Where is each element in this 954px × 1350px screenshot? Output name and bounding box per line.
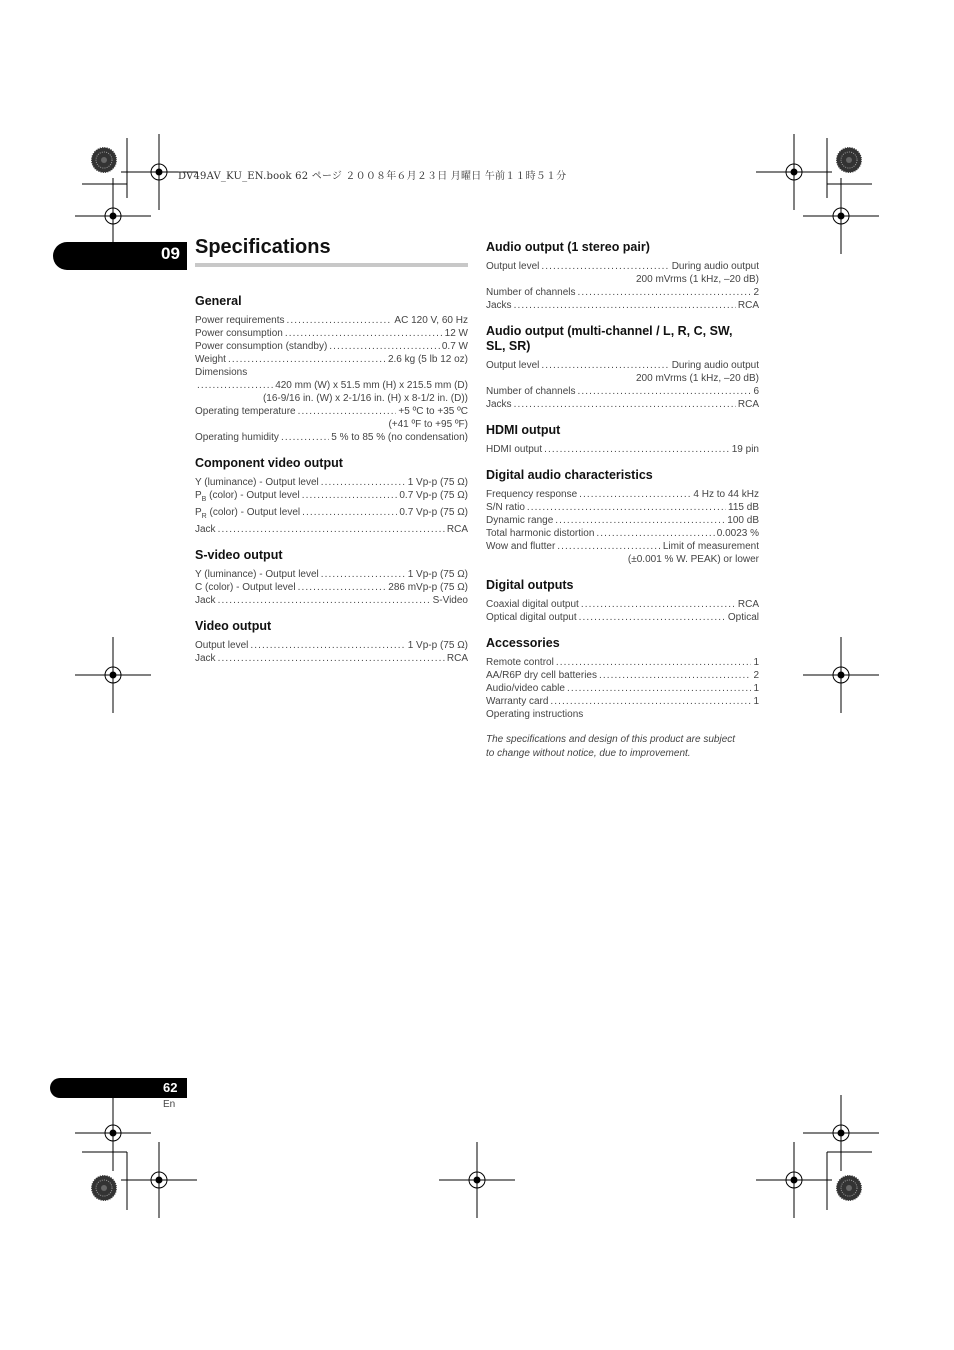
spec-row	[195, 523, 468, 536]
section-heading: General	[195, 294, 242, 308]
accessories-section	[486, 636, 759, 721]
heading-line-1: Audio output (multi-channel / L, R, C, SW,	[486, 324, 733, 338]
section-heading: Component video output	[195, 456, 343, 470]
page-number: 62	[163, 1080, 178, 1095]
spec-value: +5 ºC to +35 ºC	[398, 406, 468, 417]
s-video-section	[195, 548, 468, 607]
spec-value: 1 Vp-p (75 Ω)	[407, 477, 468, 488]
spec-label: Operating humidity	[195, 432, 279, 443]
video-output-section	[195, 619, 468, 665]
spec-value: 0.7 Vp-p (75 Ω)	[399, 507, 468, 518]
pr-subscript: R	[201, 513, 207, 520]
spec-row	[486, 669, 759, 682]
spec-row	[486, 514, 759, 527]
spec-label: Wow and flutter	[486, 541, 556, 552]
spec-row	[195, 652, 468, 665]
disclaimer-note	[486, 733, 759, 761]
spec-label: Total harmonic distortion	[486, 528, 595, 539]
spec-value: 0.7 Vp-p (75 Ω)	[399, 490, 468, 501]
spec-row	[195, 594, 468, 607]
section-heading: Audio output (1 stereo pair)	[486, 240, 650, 254]
spec-label: Power requirements	[195, 315, 285, 326]
spec-label: Audio/video cable	[486, 683, 565, 694]
spec-value-continued: (16-9/16 in. (W) x 2-1/16 in. (H) x 8-1/2 in. (D))	[262, 393, 468, 404]
spec-row	[486, 540, 759, 553]
spec-value: RCA	[737, 599, 759, 610]
spec-value: 1 Vp-p (75 Ω)	[407, 640, 468, 651]
spec-value: 12 W	[444, 328, 468, 339]
spec-row	[486, 488, 759, 501]
spec-label	[195, 506, 300, 523]
spec-value: RCA	[737, 300, 759, 311]
spec-label: Y (luminance) - Output level	[195, 477, 319, 488]
pr-label: (color) - Output level	[206, 507, 301, 518]
spec-value: 0.7 W	[441, 341, 468, 352]
spec-value-continued: 200 mVrms (1 kHz, –20 dB)	[635, 373, 759, 384]
spec-row	[486, 501, 759, 514]
spec-label: S/N ratio	[486, 502, 525, 513]
spec-label: Jack	[195, 595, 216, 606]
spec-row	[195, 340, 468, 353]
spec-value: 100 dB	[727, 515, 759, 526]
spec-label: Y (luminance) - Output level	[195, 569, 319, 580]
spec-value: 1	[753, 696, 759, 707]
heading-line-2: SL, SR)	[486, 339, 531, 353]
spec-row	[195, 506, 468, 523]
spec-label: Number of channels	[486, 386, 576, 397]
spec-label: C (color) - Output level	[195, 582, 296, 593]
spec-label: HDMI output	[486, 444, 543, 455]
general-section	[195, 294, 468, 444]
spec-row	[195, 639, 468, 652]
spec-label: Remote control	[486, 657, 554, 668]
spec-label: Coaxial digital output	[486, 599, 579, 610]
spec-value: Limit of measurement	[662, 541, 759, 552]
spec-value: 2.6 kg (5 lb 12 oz)	[387, 354, 468, 365]
spec-row	[486, 398, 759, 411]
section-heading: Digital outputs	[486, 578, 574, 592]
spec-value: Optical	[727, 612, 759, 623]
spec-row	[486, 286, 759, 299]
spec-row	[195, 476, 468, 489]
pb-label: (color) - Output level	[206, 490, 300, 501]
left-column	[195, 294, 468, 677]
spec-label: Operating temperature	[195, 406, 296, 417]
spec-row	[195, 431, 468, 444]
pr-letter: P	[195, 507, 202, 518]
spec-row	[195, 379, 468, 392]
spec-row	[486, 443, 759, 456]
page-title: Specifications	[195, 236, 331, 258]
spec-row	[486, 527, 759, 540]
print-header: DV49AV_KU_EN.book 62 ページ ２００８年６月２３日 月曜日 午前１１時５１分	[178, 171, 567, 182]
spec-label: Jack	[195, 653, 216, 664]
spec-row	[195, 314, 468, 327]
spec-value: RCA	[446, 524, 468, 535]
pb-subscript: B	[201, 496, 207, 503]
section-heading: Digital audio characteristics	[486, 468, 653, 482]
note-line-1: The specifications and design of this product are subject	[486, 734, 736, 745]
right-column	[486, 240, 759, 761]
pb-letter: P	[195, 490, 202, 501]
spec-value: RCA	[446, 653, 468, 664]
spec-label: Jacks	[486, 300, 512, 311]
section-heading: S-video output	[195, 548, 283, 562]
spec-label: Power consumption	[195, 328, 283, 339]
spec-label: Optical digital output	[486, 612, 577, 623]
spec-label: Power consumption (standby)	[195, 341, 328, 352]
spec-label	[195, 489, 300, 506]
spec-row	[486, 359, 759, 372]
spec-label: Dynamic range	[486, 515, 554, 526]
spec-value: During audio output	[671, 261, 759, 272]
spec-label: Frequency response	[486, 489, 578, 500]
spec-value: 19 pin	[731, 444, 759, 455]
spec-value: 1	[753, 683, 759, 694]
audio-stereo-section	[486, 240, 759, 312]
spec-row	[486, 385, 759, 398]
spec-value: 6	[753, 386, 759, 397]
spec-row	[486, 695, 759, 708]
spec-row	[486, 299, 759, 312]
spec-value: RCA	[737, 399, 759, 410]
hdmi-output-section	[486, 423, 759, 456]
spec-label: Dimensions	[195, 367, 248, 378]
section-heading: Accessories	[486, 636, 560, 650]
spec-label: Warranty card	[486, 696, 549, 707]
spec-label: Weight	[195, 354, 226, 365]
spec-row	[195, 581, 468, 594]
spec-label: Jack	[195, 524, 216, 535]
audio-multichannel-section	[486, 324, 759, 411]
spec-value-continued: (±0.001 % W. PEAK) or lower	[627, 554, 759, 565]
spec-row	[195, 405, 468, 418]
section-heading: Video output	[195, 619, 272, 633]
spec-value: 1	[753, 657, 759, 668]
spec-value: 2	[753, 670, 759, 681]
chapter-number: 09	[161, 244, 180, 263]
spec-value: 286 mVp-p (75 Ω)	[388, 582, 468, 593]
spec-value: 5 % to 85 % (no condensation)	[331, 432, 468, 443]
title-rule	[195, 263, 468, 267]
spec-value: 115 dB	[728, 502, 759, 513]
spec-row	[195, 353, 468, 366]
spec-value: AC 120 V, 60 Hz	[394, 315, 468, 326]
spec-row	[195, 489, 468, 506]
page-language: En	[163, 1099, 176, 1110]
spec-value-continued: (+41 ºF to +95 ºF)	[388, 419, 468, 430]
spec-value-continued: 200 mVrms (1 kHz, –20 dB)	[635, 274, 759, 285]
spec-label: AA/R6P dry cell batteries	[486, 670, 597, 681]
section-heading: HDMI output	[486, 423, 561, 437]
section-heading	[486, 324, 759, 354]
note-line-2: to change without notice, due to improvement.	[486, 748, 691, 759]
spec-value: 2	[753, 287, 759, 298]
spec-row	[195, 568, 468, 581]
spec-row	[486, 656, 759, 669]
spec-row	[486, 260, 759, 273]
spec-label: Jacks	[486, 399, 512, 410]
spec-value: 4 Hz to 44 kHz	[693, 489, 759, 500]
spec-label: Output level	[486, 261, 540, 272]
spec-value: 1 Vp-p (75 Ω)	[407, 569, 468, 580]
spec-value: During audio output	[671, 360, 759, 371]
digital-audio-section	[486, 468, 759, 566]
digital-outputs-section	[486, 578, 759, 624]
spec-row	[195, 327, 468, 340]
spec-value: 420 mm (W) x 51.5 mm (H) x 215.5 mm (D)	[275, 380, 468, 391]
spec-label: Number of channels	[486, 287, 576, 298]
spec-value: S-Video	[432, 595, 468, 606]
component-video-section	[195, 456, 468, 536]
spec-value: 0.0023 %	[716, 528, 759, 539]
spec-label: Operating instructions	[486, 709, 584, 720]
spec-row	[486, 598, 759, 611]
spec-row	[486, 682, 759, 695]
spec-label: Output level	[486, 360, 540, 371]
spec-label: Output level	[195, 640, 249, 651]
spec-row	[486, 611, 759, 624]
